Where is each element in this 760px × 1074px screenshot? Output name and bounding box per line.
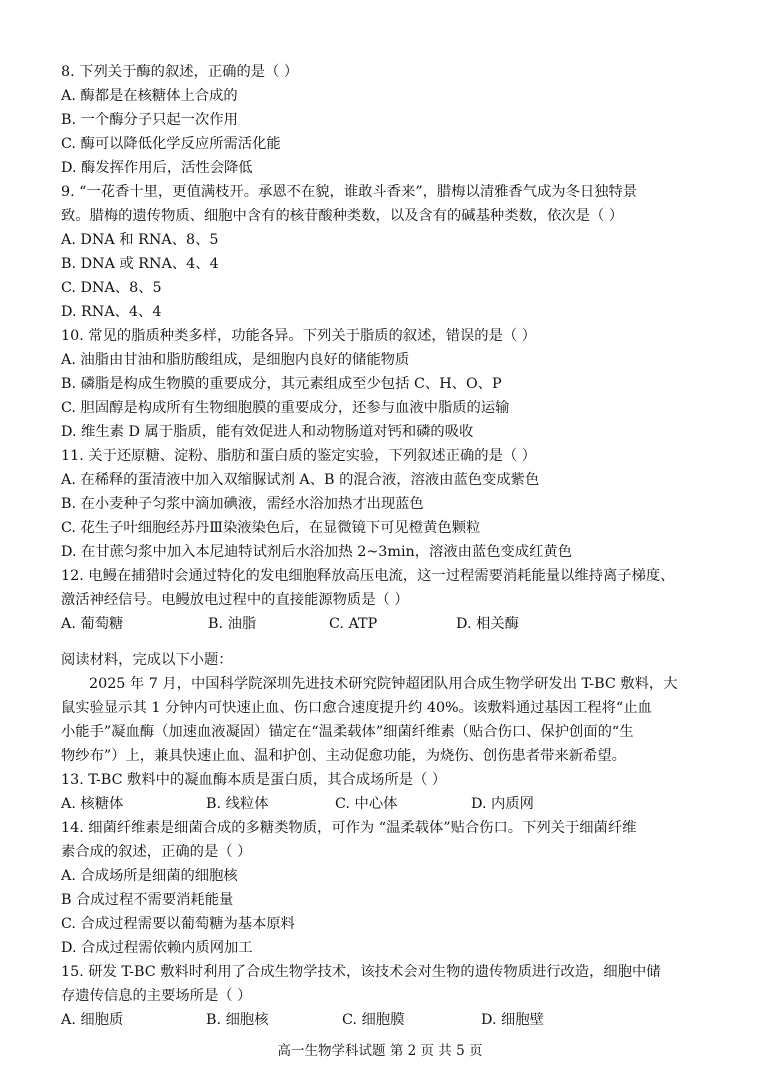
- reading-intro: 阅读材料，完成以下小题：: [61, 652, 233, 668]
- q15-option-d: D. 细胞壁: [481, 1012, 544, 1028]
- q15-stem-line-1: 15. 研发 T-BC 敷料时利用了合成生物学技术，该技术会对生物的遗传物质进行改造，细胞中储: [61, 964, 661, 980]
- q14-option-d: D. 合成过程需依赖内质网加工: [61, 940, 253, 956]
- q9-option-a: A. DNA 和 RNA、8、5: [61, 232, 219, 248]
- q9-stem-line-2: 致。腊梅的遗传物质、细胞中含有的核苷酸种类数，以及含有的碱基种类数，依次是（ ）: [61, 208, 624, 224]
- q10-option-b: B. 磷脂是构成生物膜的重要成分，其元素组成至少包括 C、H、O、P: [61, 376, 502, 392]
- reading-line-3: 小能手”凝血酶（加速血液凝固）锚定在“温柔载体”细菌纤维素（贴合伤口、保护创面的“生: [61, 724, 634, 740]
- q12-option-c: C. ATP: [329, 616, 378, 632]
- q14-stem-line-1: 14. 细菌纤维素是细菌合成的多糖类物质，可作为 “温柔载体”贴合伤口。下列关于细菌纤维: [61, 820, 637, 836]
- q12-options-row: [61, 612, 711, 636]
- q13-options-row: [61, 792, 711, 816]
- q15-options-row: [61, 1008, 711, 1032]
- q15-option-c: C. 细胞膜: [342, 1012, 405, 1028]
- q11-option-d: D. 在甘蔗匀浆中加入本尼迪特试剂后水浴加热 2~3min，溶液由蓝色变成红黄色: [61, 544, 572, 560]
- q9-stem-line-1: 9. “一花香十里，更值满枝开。承恩不在貌，谁敢斗香来”，腊梅以清雅香气成为冬日独特景: [61, 184, 638, 200]
- q13-option-b: B. 线粒体: [206, 796, 269, 812]
- page-footer: 高一生物学科试题 第 2 页 共 5 页: [277, 1043, 483, 1059]
- q8-option-c: C. 酶可以降低化学反应所需活化能: [61, 136, 281, 152]
- q9-option-b: B. DNA 或 RNA、4、4: [61, 256, 219, 272]
- q10-stem: 10. 常见的脂质种类多样，功能各异。下列关于脂质的叙述，错误的是（ ）: [61, 328, 537, 344]
- q14-stem-line-2: 素合成的叙述，正确的是（ ）: [61, 844, 252, 860]
- q8-stem: 8. 下列关于酶的叙述，正确的是（ ）: [61, 64, 299, 80]
- q10-option-d: D. 维生素 D 属于脂质，能有效促进人和动物肠道对钙和磷的吸收: [61, 424, 474, 440]
- q12-option-a: A. 葡萄糖: [61, 616, 124, 632]
- q13-option-d: D. 内质网: [471, 796, 534, 812]
- q8-option-a: A. 酶都是在核糖体上合成的: [61, 88, 238, 104]
- q14-option-c: C. 合成过程需要以葡萄糖为基本原料: [61, 916, 295, 932]
- reading-line-1: 2025 年 7 月，中国科学院深圳先进技术研究院钟超团队用合成生物学研发出 T-BC 敷料，大: [89, 676, 678, 692]
- q14-option-b: B 合成过程不需要消耗能量: [61, 892, 234, 908]
- q9-option-d: D. RNA、4、4: [61, 304, 162, 320]
- q13-option-a: A. 核糖体: [61, 796, 124, 812]
- q14-option-a: A. 合成场所是细菌的细胞核: [61, 868, 238, 884]
- reading-line-2: 鼠实验显示其 1 分钟内可快速止血、伤口愈合速度提升约 40%。该敷料通过基因工程将“止血: [61, 700, 652, 716]
- reading-line-4: 物纱布”）上，兼具快速止血、温和护创、主动促愈功能，为烧伤、创伤患者带来新希望。: [61, 748, 626, 764]
- q12-option-b: B. 油脂: [208, 616, 257, 632]
- q13-option-c: C. 中心体: [335, 796, 398, 812]
- q12-stem-line-1: 12. 电鳗在捕猎时会通过特化的发电细胞释放高压电流，这一过程需要消耗能量以维持离子梯度、: [61, 568, 675, 584]
- q11-stem: 11. 关于还原糖、淀粉、脂肪和蛋白质的鉴定实验，下列叙述正确的是（ ）: [61, 448, 537, 464]
- q15-stem-line-2: 存遗传信息的主要场所是（ ）: [61, 988, 252, 1004]
- q9-option-c: C. DNA、8、5: [61, 280, 162, 296]
- q10-option-a: A. 油脂由甘油和脂肪酸组成，是细胞内良好的储能物质: [61, 352, 410, 368]
- q10-option-c: C. 胆固醇是构成所有生物细胞膜的重要成分，还参与血液中脂质的运输: [61, 400, 510, 416]
- q12-stem-line-2: 激活神经信号。电鳗放电过程中的直接能源物质是（ ）: [61, 592, 409, 608]
- q11-option-b: B. 在小麦种子匀浆中滴加碘液，需经水浴加热才出现蓝色: [61, 496, 424, 512]
- q8-option-b: B. 一个酶分子只起一次作用: [61, 112, 238, 128]
- q11-option-a: A. 在稀释的蛋清液中加入双缩脲试剂 A、B 的混合液，溶液由蓝色变成紫色: [61, 472, 540, 488]
- q12-option-d: D. 相关酶: [456, 616, 519, 632]
- q11-option-c: C. 花生子叶细胞经苏丹Ⅲ染液染色后，在显微镜下可见橙黄色颗粒: [61, 520, 481, 536]
- q8-option-d: D. 酶发挥作用后，活性会降低: [61, 160, 253, 176]
- q15-option-a: A. 细胞质: [61, 1012, 124, 1028]
- q15-option-b: B. 细胞核: [206, 1012, 269, 1028]
- q13-stem: 13. T-BC 敷料中的凝血酶本质是蛋白质，其合成场所是（ ）: [61, 772, 447, 788]
